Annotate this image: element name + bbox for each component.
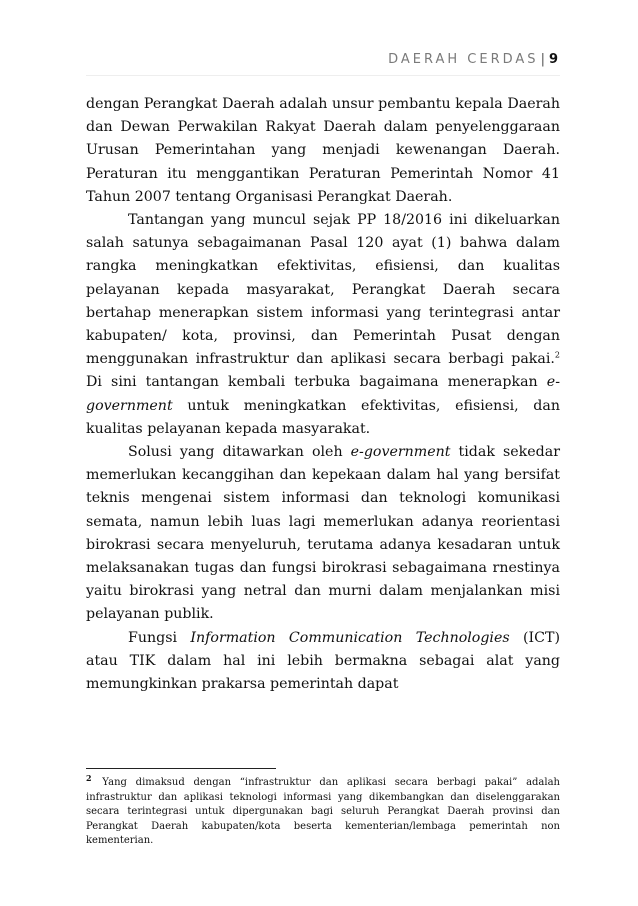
footnote-number: 2 [86,772,92,783]
paragraph-3-emphasis: e-government [350,444,451,461]
paragraph-3-text-b: tidak sekedar memerlukan kecanggihan dan kepekaan dalam hal yang bersifat teknis mengenai sistem informasi dan teknologi komunikasi semata, namun lebih luas lagi memerlukan adanya reorientasi birokrasi secara menyeluruh, terutama adanya kesadaran untuk melaksanakan tugas dan fungsi birokrasi sebagaimana rnestinya yaitu birokrasi yang netral dan murni dalam menjalankan misi pelayanan publik. [86,444,560,623]
footnote [86,772,560,849]
paragraph-3 [86,441,560,627]
paragraph-4 [86,627,560,697]
footnote-reference[interactable]: 2 [554,350,560,360]
running-header [388,52,558,67]
paragraph-2-emphasis: e-government [86,374,560,414]
paragraph-4-emphasis: Information Communication Technologies [190,629,510,646]
footnote-text: Yang dimaksud dengan “infrastruktur dan aplikasi secara berbagi pakai” adalah infrastruktur dan aplikasi teknologi informasi yang dikembangkan dan diselenggarakan secara terintegrasi untuk dipergunakan bagi seluruh Perangkat Daerah provinsi dan Perangkat Daerah kabupaten/kota beserta kementerian/lembaga pemerintah non kementerian. [86,777,560,847]
paragraph-2-text-a: Tantangan yang muncul sejak PP 18/2016 ini dikeluarkan salah satunya sebagaimanan Pasal 120 ayat (1) bahwa dalam rangka meningkatkan efektivitas, efisiensi, dan kualitas pelayanan kepada masyarakat, Perangkat Daerah secara bertahap menerapkan sistem informasi yang terintegrasi antar kabupaten/ kota, provinsi, dan Pemerintah Pusat dengan menggunakan infrastruktur dan aplikasi secara berbagi pakai. [86,212,560,368]
paragraph-4-text-b: (ICT) atau TIK dalam hal ini lebih bermakna sebagai alat yang memungkinkan prakarsa pemerintah dapat [86,629,561,693]
page-number: 9 [548,52,558,67]
paragraph-4-text-a: Fungsi [128,629,191,646]
header-separator: | [540,52,545,67]
paragraph-2-text-c: untuk meningkatkan efektivitas, efisiensi, dan kualitas pelayanan kepada masyarakat. [86,397,560,437]
paragraph-3-text-a: Solusi yang ditawarkan oleh [128,444,351,461]
paragraph-1: dengan Perangkat Daerah adalah unsur pembantu kepala Daerah dan Dewan Perwakilan Rakyat Daerah dalam penyelenggaraan Urusan Pemerintahan yang menjadi kewenangan Daerah. Peraturan itu menggantikan Peraturan Pemerintah Nomor 41 Tahun 2007 tentang Organisasi Perangkat Daerah. [86,96,560,205]
paragraph-2 [86,209,560,441]
footnote-divider [86,768,276,769]
paragraph-2-text-b: Di sini tantangan kembali terbuka bagaimana menerapkan [86,374,547,391]
header-title: DAERAH CERDAS [388,52,539,67]
header-divider [86,75,560,76]
body-text [86,93,560,696]
